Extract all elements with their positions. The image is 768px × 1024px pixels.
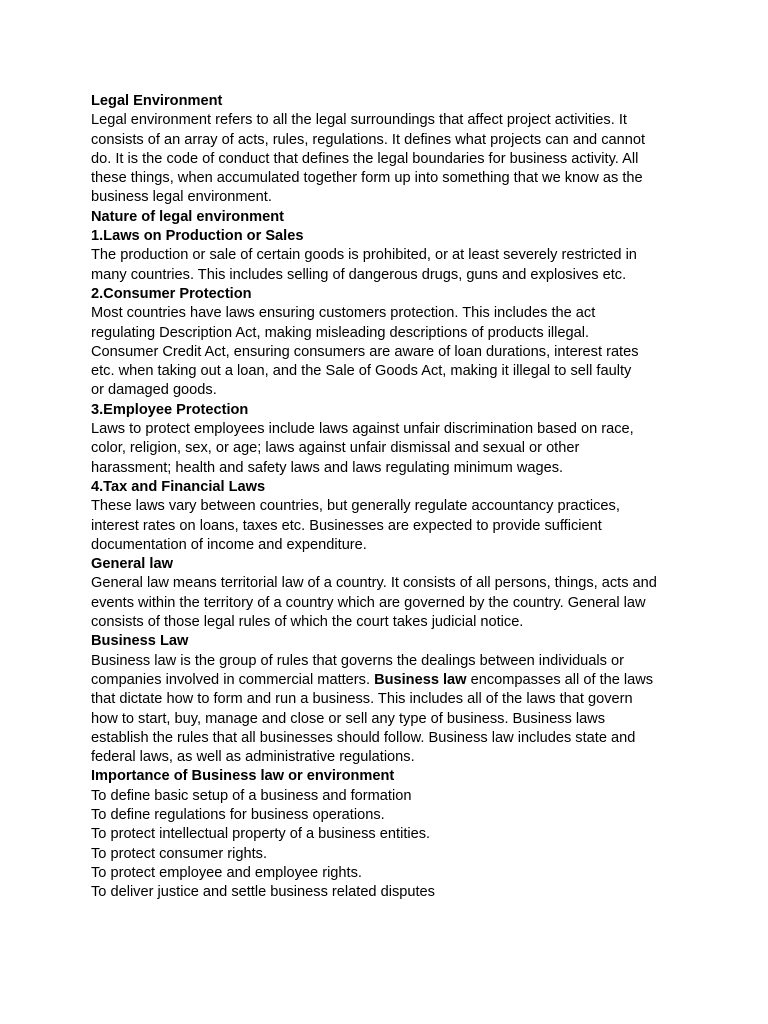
heading-employee-protection: 3.Employee Protection: [91, 401, 249, 418]
paragraph-line: regulating Description Act, making misleading descriptions of products illegal.: [91, 324, 590, 341]
list-item: To protect intellectual property of a business entities.: [91, 826, 431, 843]
heading-nature-of-legal-environment: Nature of legal environment: [91, 208, 284, 225]
paragraph-line: documentation of income and expenditure.: [91, 536, 367, 553]
list-item: To protect consumer rights.: [91, 845, 268, 862]
paragraph-line: color, religion, sex, or age; laws against unfair dismissal and sexual or other: [91, 440, 580, 457]
document-page: [91, 92, 691, 902]
heading-importance-of-business-law: Importance of Business law or environment: [91, 768, 395, 785]
list-item: To deliver justice and settle business related disputes: [91, 884, 435, 901]
heading-consumer-protection: 2.Consumer Protection: [91, 285, 252, 302]
paragraph-line: consists of an array of acts, rules, regulations. It defines what projects can and cannot: [91, 131, 646, 148]
paragraph-line: Legal environment refers to all the legal surroundings that affect project activities. It: [91, 112, 627, 129]
text-run: encompasses all of the laws: [466, 671, 654, 688]
paragraph-line: General law means territorial law of a country. It consists of all persons, things, acts and: [91, 575, 657, 592]
heading-tax-and-financial-laws: 4.Tax and Financial Laws: [91, 478, 266, 495]
text-run: companies involved in commercial matters.: [91, 671, 375, 688]
paragraph-line: business legal environment.: [91, 189, 272, 206]
heading-business-law: Business Law: [91, 633, 189, 650]
paragraph-line: interest rates on loans, taxes etc. Businesses are expected to provide sufficient: [91, 517, 602, 534]
paragraph-line: harassment; health and safety laws and laws regulating minimum wages.: [91, 459, 564, 476]
paragraph-line: establish the rules that all businesses should follow. Business law includes state and: [91, 729, 636, 746]
paragraph-line: that dictate how to form and run a business. This includes all of the laws that govern: [91, 691, 633, 708]
list-item: To define basic setup of a business and formation: [91, 787, 412, 804]
paragraph-line: Consumer Credit Act, ensuring consumers are aware of loan durations, interest rates: [91, 343, 639, 360]
bold-term: Business law: [374, 671, 467, 688]
paragraph-line: events within the territory of a country which are governed by the country. General law: [91, 594, 646, 611]
paragraph-line: etc. when taking out a loan, and the Sale of Goods Act, making it illegal to sell faulty: [91, 363, 632, 380]
heading-legal-environment: Legal Environment: [91, 93, 223, 109]
paragraph-line-mixed: [91, 671, 691, 690]
heading-laws-on-production: 1.Laws on Production or Sales: [91, 228, 304, 245]
paragraph-line: These laws vary between countries, but generally regulate accountancy practices,: [91, 498, 620, 515]
paragraph-line: Laws to protect employees include laws against unfair discrimination based on race,: [91, 421, 634, 438]
paragraph-line: Business law is the group of rules that governs the dealings between individuals or: [91, 652, 624, 669]
list-item: To define regulations for business operations.: [91, 806, 385, 823]
list-item: To protect employee and employee rights.: [91, 864, 362, 881]
paragraph-line: do. It is the code of conduct that defines the legal boundaries for business activity. All: [91, 150, 639, 167]
heading-general-law: General law: [91, 556, 173, 573]
paragraph-line: The production or sale of certain goods is prohibited, or at least severely restricted in: [91, 247, 637, 264]
paragraph-line: these things, when accumulated together form up into something that we know as the: [91, 170, 643, 187]
paragraph-line: or damaged goods.: [91, 382, 217, 399]
paragraph-line: federal laws, as well as administrative regulations.: [91, 749, 415, 766]
paragraph-line: many countries. This includes selling of dangerous drugs, guns and explosives etc.: [91, 266, 627, 283]
paragraph-line: how to start, buy, manage and close or sell any type of business. Business laws: [91, 710, 606, 727]
paragraph-line: Most countries have laws ensuring customers protection. This includes the act: [91, 305, 596, 322]
paragraph-line: consists of those legal rules of which the court takes judicial notice.: [91, 614, 524, 631]
